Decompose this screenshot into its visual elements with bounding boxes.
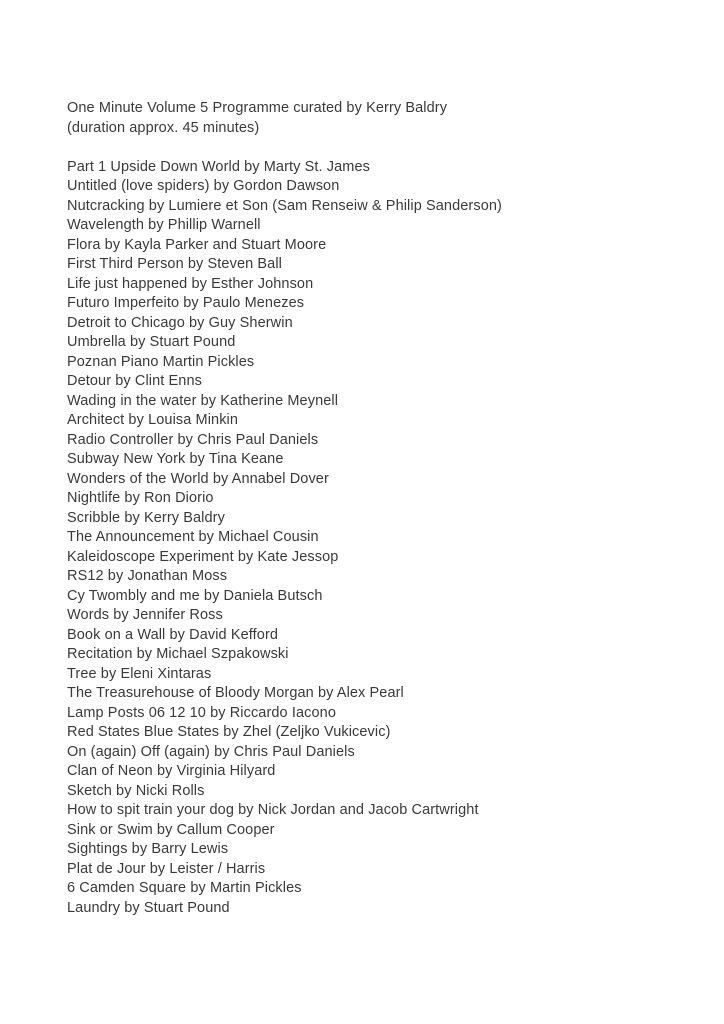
programme-entry: Clan of Neon by Virginia Hilyard [67, 763, 276, 779]
programme-entry: Sketch by Nicki Rolls [67, 782, 205, 799]
document-subtitle: (duration approx. 45 minutes) [67, 119, 260, 136]
programme-entry: Lamp Posts 06 12 10 by Riccardo Iacono [67, 704, 336, 721]
programme-entry: Architect by Louisa Minkin [67, 412, 239, 428]
programme-entry: How to spit train your dog by Nick Jordan and Jacob Cartwright [67, 802, 479, 818]
programme-entry: Umbrella by Stuart Pound [67, 334, 236, 350]
programme-entry: Kaleidoscope Experiment by Kate Jessop [67, 548, 339, 565]
programme-entry: Scribble by Kerry Baldry [67, 509, 225, 526]
programme-entry: First Third Person by Steven Ball [67, 256, 282, 272]
programme-entry: The Announcement by Michael Cousin [67, 529, 319, 545]
programme-entry: The Treasurehouse of Bloody Morgan by Alex Pearl [67, 685, 404, 701]
programme-entry: Untitled (love spiders) by Gordon Dawson [67, 178, 340, 194]
programme-entry: On (again) Off (again) by Chris Paul Daniels [67, 743, 355, 760]
blank-line [67, 138, 684, 158]
programme-entry: Sightings by Barry Lewis [67, 841, 229, 857]
programme-entry: Tree by Eleni Xintaras [67, 665, 212, 682]
programme-entry: Words by Jennifer Ross [67, 607, 223, 623]
programme-entry: Nutcracking by Lumiere et Son (Sam Renseiw & Philip Sanderson) [67, 197, 502, 214]
programme-entry: Recitation by Michael Szpakowski [67, 646, 289, 662]
programme-list [67, 158, 684, 919]
programme-entry: Wavelength by Phillip Warnell [67, 217, 261, 233]
programme-entry: Flora by Kayla Parker and Stuart Moore [67, 236, 327, 253]
programme-entry: Futuro Imperfeito by Paulo Menezes [67, 295, 305, 311]
programme-entry: Life just happened by Esther Johnson [67, 275, 314, 292]
programme-entry: Poznan Piano Martin Pickles [67, 353, 255, 370]
document-content [67, 99, 684, 918]
programme-entry: Plat de Jour by Leister / Harris [67, 860, 266, 877]
programme-entry: RS12 by Jonathan Moss [67, 568, 228, 584]
programme-entry: Cy Twombly and me by Daniela Butsch [67, 587, 323, 604]
programme-entry: Book on a Wall by David Kefford [67, 626, 279, 643]
programme-entry: Detour by Clint Enns [67, 373, 202, 389]
programme-entry: Radio Controller by Chris Paul Daniels [67, 431, 319, 448]
programme-entry: Wonders of the World by Annabel Dover [67, 470, 329, 487]
programme-entry: 6 Camden Square by Martin Pickles [67, 880, 302, 896]
programme-entry: Subway New York by Tina Keane [67, 451, 284, 467]
document-title: One Minute Volume 5 Programme curated by Kerry Baldry [67, 100, 448, 116]
programme-entry: Laundry by Stuart Pound [67, 899, 230, 916]
programme-entry: Wading in the water by Katherine Meynell [67, 392, 339, 409]
programme-entry: Detroit to Chicago by Guy Sherwin [67, 314, 293, 331]
programme-entry: Part 1 Upside Down World by Marty St. James [67, 158, 370, 175]
programme-entry: Red States Blue States by Zhel (Zeljko Vukicevic) [67, 724, 391, 740]
programme-entry: Nightlife by Ron Diorio [67, 490, 214, 506]
programme-entry: Sink or Swim by Callum Cooper [67, 821, 275, 838]
